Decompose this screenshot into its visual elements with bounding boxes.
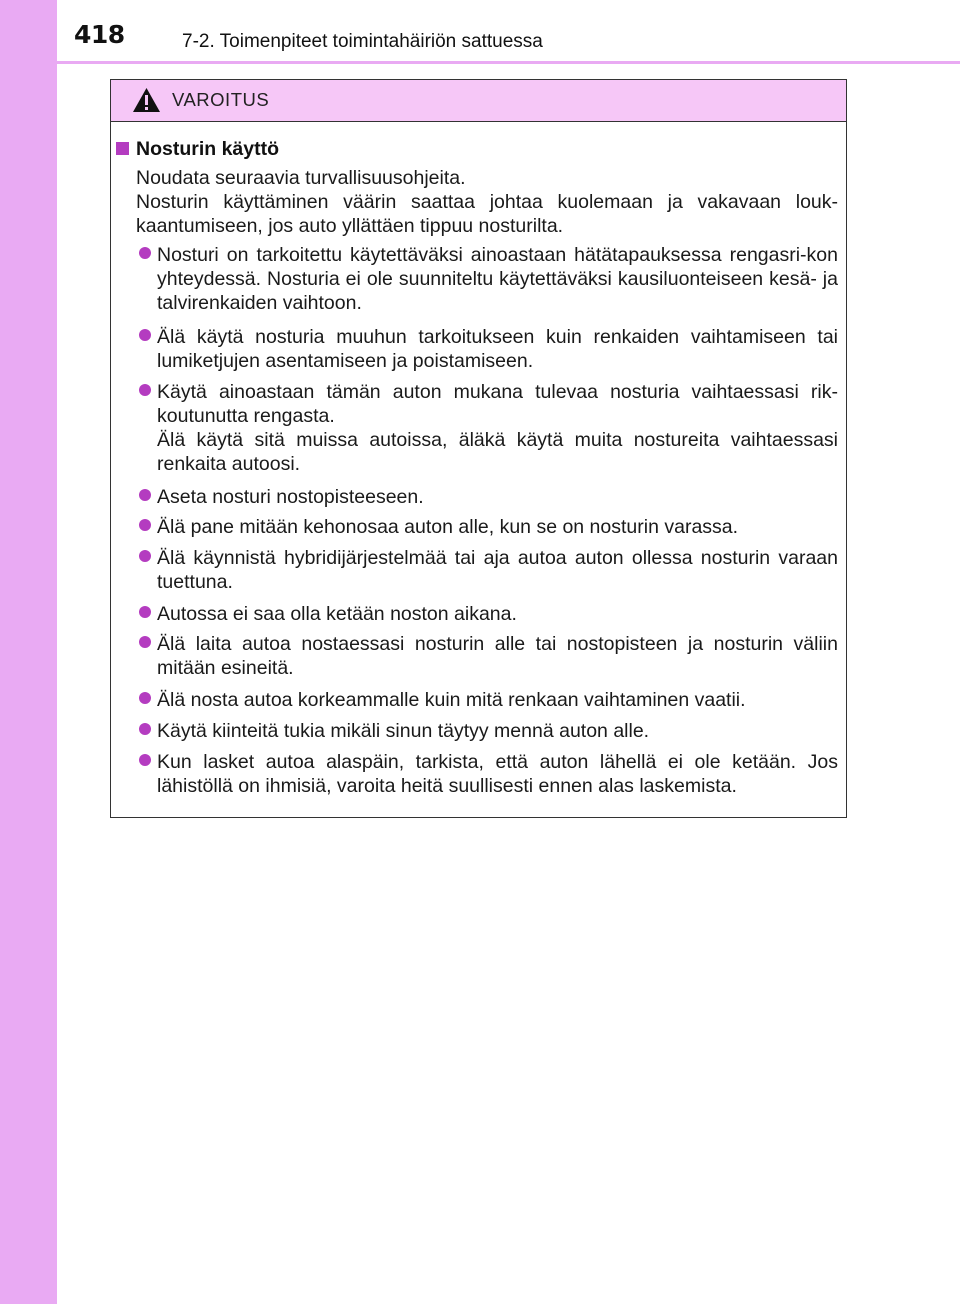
section-heading [116, 138, 279, 161]
intro-text [136, 166, 838, 238]
bullet-text: Aseta nosturi nostopisteeseen. [157, 486, 424, 508]
bullet-item [132, 719, 838, 743]
bullet-dot-icon [139, 384, 151, 396]
bullet-text: Nosturi on tarkoitettu käytettäväksi ainoastaan hätätapauksessa rengasri-kon yhteydessä. Nosturia ei ole suunniteltu käytettäväksi kausiluonteiseen kesä- ja talvirenkaiden vaihtoon. [157, 244, 838, 314]
bullet-dot-icon [139, 692, 151, 704]
warning-header [111, 80, 846, 122]
bullet-text: Älä käytä nosturia muuhun tarkoitukseen kuin renkaiden vaihtamiseen tai lumiketjujen asentamiseen ja poistamiseen. [157, 326, 838, 372]
bullet-item [132, 485, 838, 509]
bullet-dot-icon [139, 489, 151, 501]
bullet-item [132, 243, 838, 315]
intro-paragraph: Nosturin käyttäminen väärin saattaa johtaa kuolemaan ja vakavaan louk-kaantumiseen, jos auto yllättäen tippuu nosturilta. [136, 191, 838, 237]
bullet-dot-icon [139, 606, 151, 618]
bullet-item [132, 750, 838, 798]
bullet-item [132, 380, 838, 476]
bullet-dot-icon [139, 519, 151, 531]
bullet-text: Käytä kiinteitä tukia mikäli sinun täytyy mennä auton alle. [157, 720, 650, 742]
bullet-text: Käytä ainoastaan tämän auton mukana tulevaa nosturia vaihtaessasi rik-koutunutta rengasta. [157, 381, 838, 427]
square-bullet-icon [116, 142, 129, 155]
bullet-dot-icon [139, 550, 151, 562]
bullet-item [132, 546, 838, 594]
side-color-strip [0, 0, 57, 1304]
bullet-dot-icon [139, 754, 151, 766]
bullet-item [132, 515, 838, 539]
bullet-dot-icon [139, 723, 151, 735]
bullet-item [132, 632, 838, 680]
page-number: 418 [74, 20, 125, 49]
bullet-text: Älä pane mitään kehonosaa auton alle, kun se on nosturin varassa. [157, 516, 739, 538]
bullet-text: Kun lasket autoa alaspäin, tarkista, että auton lähellä ei ole ketään. Jos lähistöllä on ihmisiä, varoita heitä suullisesti ennen alas laskemista. [157, 751, 838, 797]
section-heading-text: Nosturin käyttö [136, 138, 280, 160]
warning-content [111, 122, 846, 817]
warning-box [110, 79, 847, 818]
bullet-dot-icon [139, 636, 151, 648]
bullet-text: Älä nosta autoa korkeammalle kuin mitä renkaan vaihtaminen vaatii. [157, 689, 746, 711]
bullet-text: Älä laita autoa nostaessasi nosturin alle tai nostopisteen ja nosturin väliin mitään esineitä. [157, 633, 838, 679]
bullet-dot-icon [139, 329, 151, 341]
bullet-dot-icon [139, 247, 151, 259]
bullet-text: Älä käynnistä hybridijärjestelmää tai aja autoa auton ollessa nosturin varaan tuettuna. [157, 547, 838, 593]
bullet-text: Autossa ei saa olla ketään noston aikana. [157, 603, 517, 625]
bullet-text-continued: Älä käytä sitä muissa autoissa, äläkä käytä muita nostureita vaihtaessasi renkaita autoosi. [157, 429, 838, 475]
bullet-item [132, 688, 838, 712]
intro-line: Noudata seuraavia turvallisuusohjeita. [136, 167, 466, 189]
bullet-item [132, 602, 838, 626]
bullet-item [132, 325, 838, 373]
warning-label: VAROITUS [172, 89, 270, 110]
header-divider [57, 61, 960, 64]
warning-triangle-icon [132, 87, 161, 113]
chapter-title: 7-2. Toimenpiteet toimintahäiriön sattuessa [182, 31, 543, 52]
